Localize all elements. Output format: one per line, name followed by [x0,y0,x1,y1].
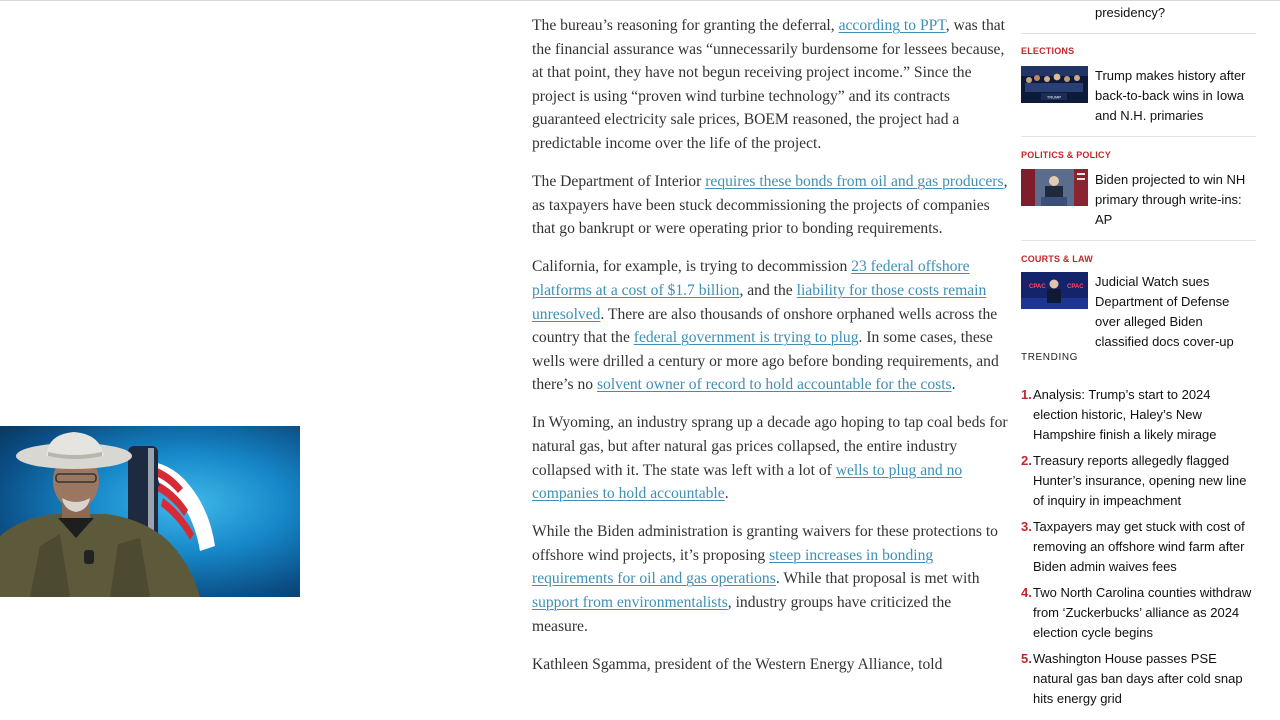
article-paragraph-1: The bureau’s reasoning for granting the deferral, according to PPT, was that the financial assurance was “unnecessarily burdensome for lessees because, at that point, they have not begun receiving project income.” Since the project is using “proven wind turbine technology” and its contracts guaranteed electricity sale prices, BOEM reasoned, the project had a predictable income over the life of the project. [532,17,1006,152]
link-liability-costs[interactable]: liability for those costs remain unresolved [532,281,987,323]
link-wells-to-plug[interactable]: wells to plug and no companies to hold accountable [532,461,963,503]
top-divider [0,0,1280,1]
cpac-stage-photo-icon [1021,272,1088,309]
link-solvent-owner[interactable]: solvent owner of record to hold accountable for the costs [596,376,952,394]
story-thumbnail-rally[interactable] [1021,66,1088,103]
podium-photo-icon [1021,169,1088,206]
story-category[interactable]: POLITICS & POLICY [1021,150,1111,160]
trending-title[interactable]: Treasury reports allegedly flagged Hunter’s insurance, opening new line of inquiry in impeachment [1033,453,1247,508]
story-category[interactable]: COURTS & LAW [1021,254,1093,264]
article-paragraph-2: The Department of Interior requires these bonds from oil and gas producers, as taxpayers have been stuck decommissioning the projects of companies that go bankrupt or were operating prior to bonding requirements. [532,173,1008,238]
trending-item[interactable] [1021,583,1257,643]
link-bonds-requirement[interactable]: requires these bonds from oil and gas producers [705,173,1004,191]
story-thumbnail-podium[interactable] [1021,169,1088,206]
trending-rank: 2. [1021,453,1032,468]
trending-item[interactable] [1021,385,1257,445]
link-offshore-platforms[interactable]: 23 federal offshore platforms at a cost of $1.7 billion [532,258,970,299]
trending-title[interactable]: Washington House passes PSE natural gas ban days after cold snap hits energy grid [1033,651,1243,706]
sidebar-divider [1021,136,1256,137]
trending-rank: 1. [1021,387,1032,402]
webcam-overlay [0,426,300,597]
trending-title[interactable]: Analysis: Trump’s start to 2024 election historic, Haley’s New Hampshire finish a likely mirage [1033,387,1217,442]
trending-item[interactable] [1021,517,1257,577]
trending-rank: 4. [1021,585,1032,600]
story-thumbnail-cpac[interactable] [1021,272,1088,309]
story-title[interactable]: Biden projected to win NH primary through write-ins: AP [1095,172,1246,227]
svg-text:TRUMP: TRUMP [1046,94,1062,100]
story-title[interactable]: Judicial Watch sues Department of Defense over alleged Biden classified docs cover-up [1095,274,1234,349]
sidebar-divider [1021,33,1256,34]
story-title[interactable]: Trump makes history after back-to-back wins in Iowa and N.H. primaries [1095,68,1246,123]
trending-title[interactable]: Taxpayers may get stuck with cost of removing an offshore wind farm after Biden admin waives fees [1033,519,1245,574]
article-paragraph-3: California, for example, is trying to decommission 23 federal offshore platforms at a cost of $1.7 billion, and the liability for those costs remain unresolved. There are also thousands of onshore orphaned wells across the country that the federal government is trying to plug. In some cases, these wells were drilled a century or more ago before bonding requirements, and there’s no solvent owner of record to hold accountable for the costs. [532,258,999,394]
trending-rank: 5. [1021,651,1032,666]
article-paragraph-6: Kathleen Sgamma, president of the Western Energy Alliance, told [532,655,943,673]
svg-text:CPAC: CPAC [1067,284,1084,290]
story-category[interactable]: ELECTIONS [1021,46,1075,56]
trending-heading: TRENDING [1021,352,1079,363]
link-bonding-increases[interactable]: steep increases in bonding requirements for oil and gas operations [532,546,934,588]
link-federal-plug[interactable]: federal government is trying to plug [633,329,859,347]
trending-rank: 3. [1021,519,1032,534]
webcam-person-icon [0,426,300,597]
article-body [532,14,1008,691]
link-according-to-ppt[interactable]: according to PPT [838,17,946,34]
sidebar-divider [1021,240,1256,241]
trending-item[interactable] [1021,451,1257,511]
rally-stage-photo-icon [1021,66,1088,103]
link-environmentalists[interactable]: support from environmentalists [532,594,728,612]
story-title-fragment[interactable]: presidency? [1095,5,1166,20]
svg-text:CPAC: CPAC [1029,284,1046,290]
article-paragraph-4: In Wyoming, an industry sprang up a decade ago hoping to tap coal beds for natural gas, but after natural gas prices collapsed, the entire industry collapsed with it. The state was left with a lot of wells to plug and no companies to hold accountable. [532,414,1008,503]
article-paragraph-5: While the Biden administration is granting waivers for these protections to offshore wind projects, it’s proposing steep increases in bonding requirements for oil and gas operations. While that proposal is met with support from environmentalists, industry groups have criticized the measure. [532,523,998,635]
trending-title[interactable]: Two North Carolina counties withdraw from ‘Zuckerbucks’ alliance as 2024 election cycle begins [1033,585,1252,640]
trending-item[interactable] [1021,649,1257,709]
